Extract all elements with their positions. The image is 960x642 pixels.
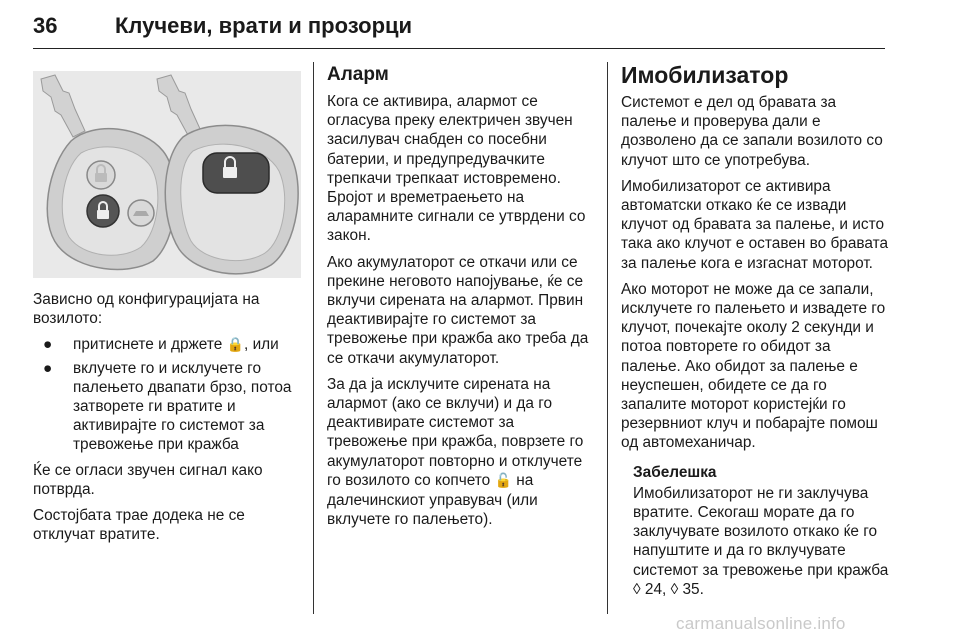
- page-number: 36: [33, 13, 58, 38]
- list-item: ● вклучете го и исклучете го палењето двапати брзо, потоа затворете ги вратите и активирајте го системот за тревожење при кражба: [43, 359, 292, 454]
- column-right: [621, 62, 891, 606]
- intro-text: Зависно од конфигурацијата на возилото:: [33, 291, 260, 328]
- unlock-icon: 🔓: [494, 472, 512, 489]
- list-item: ● притиснете и држете 🔒, или: [43, 336, 279, 354]
- key-fob-illustration: [33, 71, 301, 278]
- column-middle: [327, 62, 595, 536]
- immobilizer-paragraph-3: Ако моторот не може да се запали, исклучете го палењето и извадете го клучот, почекајте околу 2 секунди и потоа повторете го обидот за палење. Ако обидот за палење е неуспешен, обидете се да го запалите моторот користејќи го резервниот клуч и побарајте помош од автомеханичар.: [621, 280, 886, 452]
- confirmation-text: Ќе се огласи звучен сигнал како потврда.: [33, 461, 263, 498]
- immobilizer-paragraph-1: Системот е дел од бравата за палење и проверува дали е дозволено да се запали возилото со клучот што се употребува.: [621, 94, 883, 169]
- page-reference-link[interactable]: 24: [644, 580, 663, 598]
- section-heading-alarm: Аларм: [327, 64, 389, 85]
- column-divider: [607, 62, 608, 614]
- section-heading-immobilizer: Имобилизатор: [621, 62, 789, 88]
- reference-arrow-icon: ◊: [633, 580, 641, 598]
- page-reference-link[interactable]: 35: [682, 580, 700, 598]
- immobilizer-paragraph-2: Имобилизаторот се активира автоматски откако ќе се извади клучот од бравата за палење, и исто така ако клучот е оставен во бравата за палење кога е изгаснат моторот.: [621, 177, 889, 272]
- column-left: [33, 290, 301, 551]
- page-title: Клучеви, врати и прозорци: [115, 13, 413, 38]
- watermark: carmanualsonline.info: [676, 614, 846, 633]
- note-text: Имобилизаторот не ги заклучува вратите. Секогаш морате да го заклучувате возилото откако ќе го напуштите и да го вклучувате системот за тревожење при кражба ◊ 24, ◊ 35.: [633, 484, 889, 598]
- reference-arrow-icon: ◊: [670, 580, 679, 598]
- alarm-paragraph-2: Ако акумулаторот се откачи или се прекине неговото напојување, ќе се вклучи сирената на алармот. Првин деактивирајте го системот за тревожење при кражба ако треба да се откачи акумулаторот.: [327, 253, 589, 367]
- alarm-paragraph-3: За да ја исклучите сирената на алармот (ако се вклучи) и да го деактивирате системот за тревожење при кражба, поврзете го акумулаторот повторно и отклучете го возилото со копчето 🔓 на далечинскиот управувач (или вклучете го палењето).: [327, 375, 584, 529]
- option-list: [33, 335, 301, 454]
- alarm-paragraph-1: Кога се активира, алармот се огласува преку електричен звучен засилувач снабден со посебни батерии, и предупредувачките трепкачи трепкаат истовремено. Бројот и времетраењето на аларамните сигнали се утврдени со закон.: [327, 93, 586, 245]
- note-heading: Забелешка: [633, 463, 717, 481]
- note-box: [633, 463, 891, 599]
- state-text: Состојбата трае додека не се отклучат вратите.: [33, 507, 245, 544]
- lock-icon: 🔒: [226, 337, 245, 354]
- page-header: [33, 8, 885, 49]
- column-divider: [313, 62, 314, 614]
